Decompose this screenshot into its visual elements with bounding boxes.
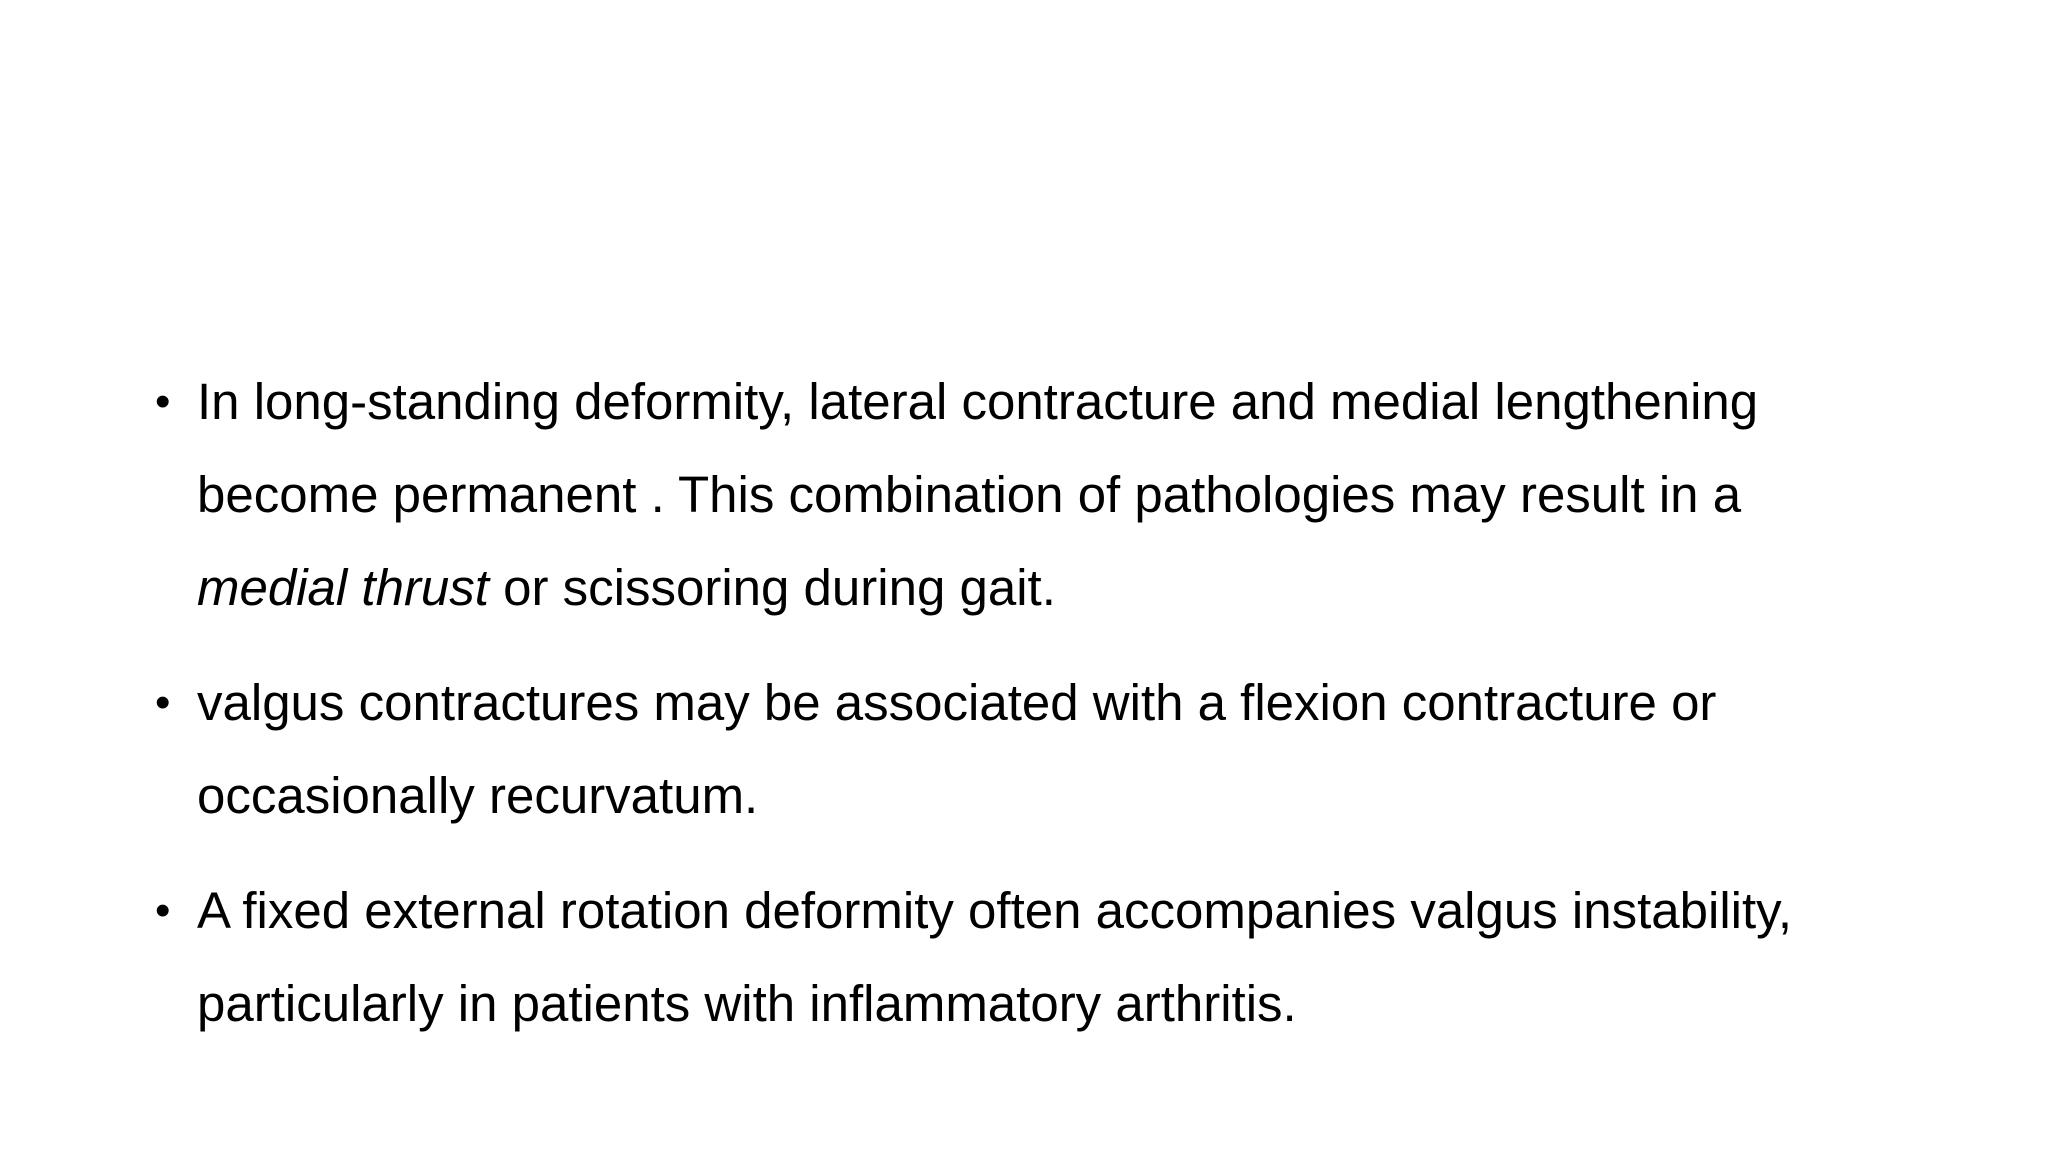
- bullet-1-tail: or scissoring during gait.: [488, 559, 1056, 616]
- bullet-text-2: valgus contractures may be associated with a flexion contracture or occasionally recurvatum.: [197, 674, 1717, 824]
- bullet-1-italic-term: medial thrust: [197, 559, 489, 616]
- bullet-list: [155, 355, 1915, 1072]
- bullet-marker: •: [155, 377, 171, 426]
- bullet-item-2: [155, 656, 1915, 842]
- bullet-text-1: [197, 373, 1758, 616]
- bullet-1-text: In long-standing deformity, lateral contracture and medial lengthening become permanent . This combination of pathologies may result in a: [197, 373, 1759, 523]
- bullet-item-1: [155, 355, 1915, 634]
- bullet-marker: •: [155, 886, 171, 935]
- bullet-marker: •: [155, 678, 171, 727]
- bullet-item-3: [155, 864, 1915, 1050]
- bullet-text-3: A fixed external rotation deformity often accompanies valgus instability, particularly in patients with inflammatory arthritis.: [197, 882, 1793, 1032]
